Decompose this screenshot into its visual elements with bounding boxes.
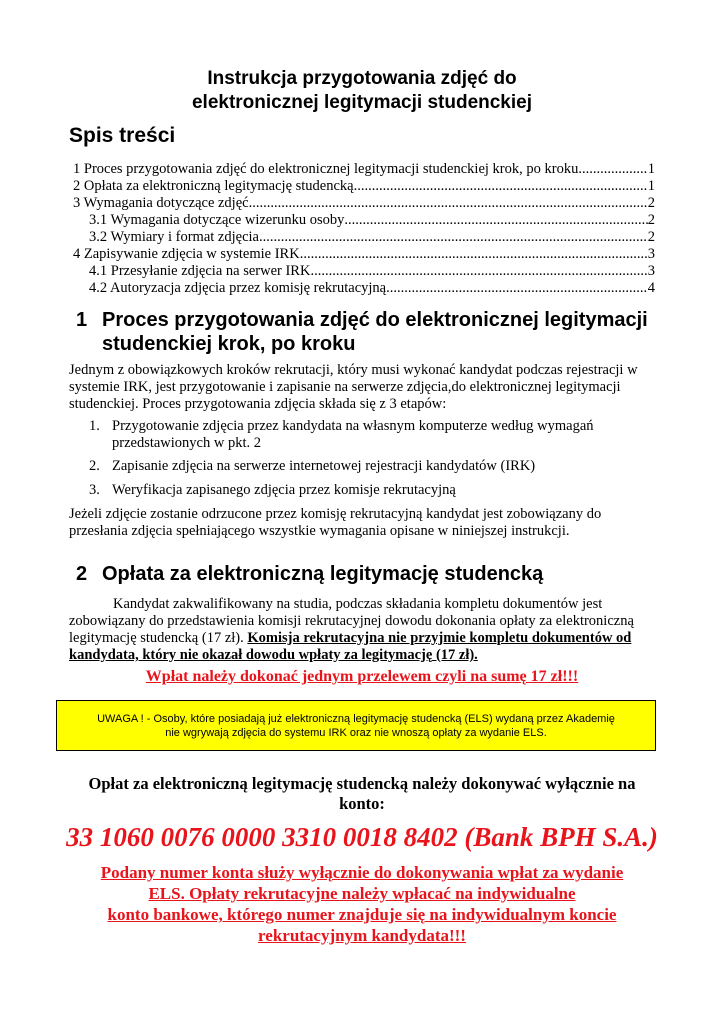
toc-entry-page: 4 [647,280,655,296]
toc-entry-3-2[interactable] [89,229,655,246]
section-1-number: 1 [76,309,88,331]
section-2-paragraph [69,596,647,664]
toc-entry-3-1[interactable] [89,212,655,229]
toc-entry-text: 3 Wymagania dotyczące zdjęć [73,195,249,211]
list-item [89,458,645,475]
section-1-heading-line-2: studenckiej krok, po kroku [102,333,356,355]
document-title-line-1: Instrukcja przygotowania zdjęć do [207,68,517,89]
list-item-text: Weryfikacja zapisanego zdjęcia przez komisje rekrutacyjną [112,482,456,498]
list-item-text: Przygotowanie zdjęcia przez kandydata na własnym komputerze według wymagań przedstawionych w pkt. 2 [112,418,594,451]
account-heading-line-2: konto: [339,794,385,813]
account-usage-notice [0,862,724,946]
toc-entry-text: 4.1 Przesyłanie zdjęcia na serwer IRK [89,263,311,279]
section-2-number: 2 [76,563,88,585]
warning-line-2: nie wgrywają zdjęcia do systemu IRK oraz nie wnoszą opłaty za wydanie ELS. [165,727,547,739]
toc-dot-leader [386,280,648,297]
toc-entry-4[interactable] [73,246,655,263]
toc-entry-text: 3.2 Wymiary i format zdjęcia [89,229,259,245]
warning-line-1: UWAGA ! - Osoby, które posiadają już elektroniczną legitymację studencką (ELS) wydaną przez Akademię [97,713,615,725]
warning-box [56,700,656,751]
list-item-number: 1. [89,418,100,434]
notice-line-2: ELS. Opłaty rekrutacyjne należy wpłacać na indywidualne [148,884,576,903]
list-item-number: 2. [89,458,100,474]
toc-entry-3[interactable] [73,195,655,212]
document-title-line-2: elektronicznej legitymacji studenckiej [191,92,532,113]
toc-entry-1[interactable] [73,161,655,178]
toc-dot-leader [300,246,648,263]
toc-entry-text: 4 Zapisywanie zdjęcia w systemie IRK [73,246,300,262]
section-1-intro: Jednym z obowiązkowych kroków rekrutacji, który musi wykonać kandydat podczas rejestracji w systemie IRK, jest przygotowanie i zapisanie na serwerze zdjęcia,do elektronicznej legitymacji studenckiej. Proces przygotowania zdjęcia składa się z 3 etapów: [69,362,638,412]
toc-entry-text: 2 Opłata za elektroniczną legitymację studencką [73,178,354,194]
toc-dot-leader [578,161,647,178]
toc-entry-4-1[interactable] [89,263,655,280]
list-item [89,418,645,452]
toc-entry-page: 2 [647,212,655,228]
section-2-paragraph-text: Kandydat zakwalifikowany na studia, podczas składania kompletu dokumentów jest zobowiązany do przedstawienia komisji rekrutacyjnej dowodu dokonania opłaty za elektroniczną legitymację studencką (17 zł). [69,596,634,646]
toc-dot-leader [354,178,648,195]
toc-entry-2[interactable] [73,178,655,195]
section-1-heading-text: Proces przygotowania zdjęć do elektronicznej legitymacji [102,309,648,331]
toc-heading: Spis treści [69,124,176,147]
toc-entry-page: 3 [647,263,655,279]
list-item-text: Zapisanie zdjęcia na serwerze internetowej rejestracji kandydatów (IRK) [112,458,536,474]
toc-dot-leader [344,212,647,229]
toc-entry-4-2[interactable] [89,280,655,297]
toc-entry-page: 2 [647,195,655,211]
section-1-outro: Jeżeli zdjęcie zostanie odrzucone przez komisję rekrutacyjną kandydat jest zobowiązany do przesłania zdjęcia spełniającego wszystkie wymagania opisane w niniejszej instrukcji. [69,506,602,539]
account-heading-line-1: Opłat za elektroniczną legitymację studencką należy dokonywać wyłącznie na [88,774,636,793]
toc-entry-text: 1 Proces przygotowania zdjęć do elektronicznej legitymacji studenckiej krok, po kroku [73,161,579,177]
toc-entry-page: 2 [647,229,655,245]
bank-account-number: 33 1060 0076 0000 3310 0018 8402 (Bank BPH S.A.) [66,822,658,852]
toc-entry-page: 3 [647,246,655,262]
notice-line-3: konto bankowe, którego numer znajduje się na indywidualnym koncie [107,905,617,924]
toc-dot-leader [259,229,648,246]
list-item-number: 3. [89,482,100,498]
section-2-heading [76,562,543,586]
section-2-paragraph-emphasis: Komisja rekrutacyjna nie przyjmie kompletu dokumentów od kandydata, który nie okazał dowodu wpłaty za legitymację (17 zł). [69,630,632,663]
toc-entry-text: 3.1 Wymagania dotyczące wizerunku osoby [89,212,345,228]
single-payment-note: Wpłat należy dokonać jednym przelewem czyli na sumę 17 zł!!! [145,668,579,685]
toc-entry-text: 4.2 Autoryzacja zdjęcia przez komisję rekrutacyjną [89,280,387,296]
toc-entry-page: 1 [647,178,655,194]
toc-dot-leader [310,263,647,280]
notice-line-1: Podany numer konta służy wyłącznie do dokonywania wpłat za wydanie [100,863,624,882]
section-2-heading-text: Opłata za elektroniczną legitymację studencką [102,563,544,585]
toc-entry-page: 1 [647,161,655,177]
list-item [89,482,645,499]
toc-dot-leader [249,195,648,212]
section-1-heading-line-1 [76,308,648,332]
notice-line-4: rekrutacyjnym kandydata!!! [258,926,466,945]
